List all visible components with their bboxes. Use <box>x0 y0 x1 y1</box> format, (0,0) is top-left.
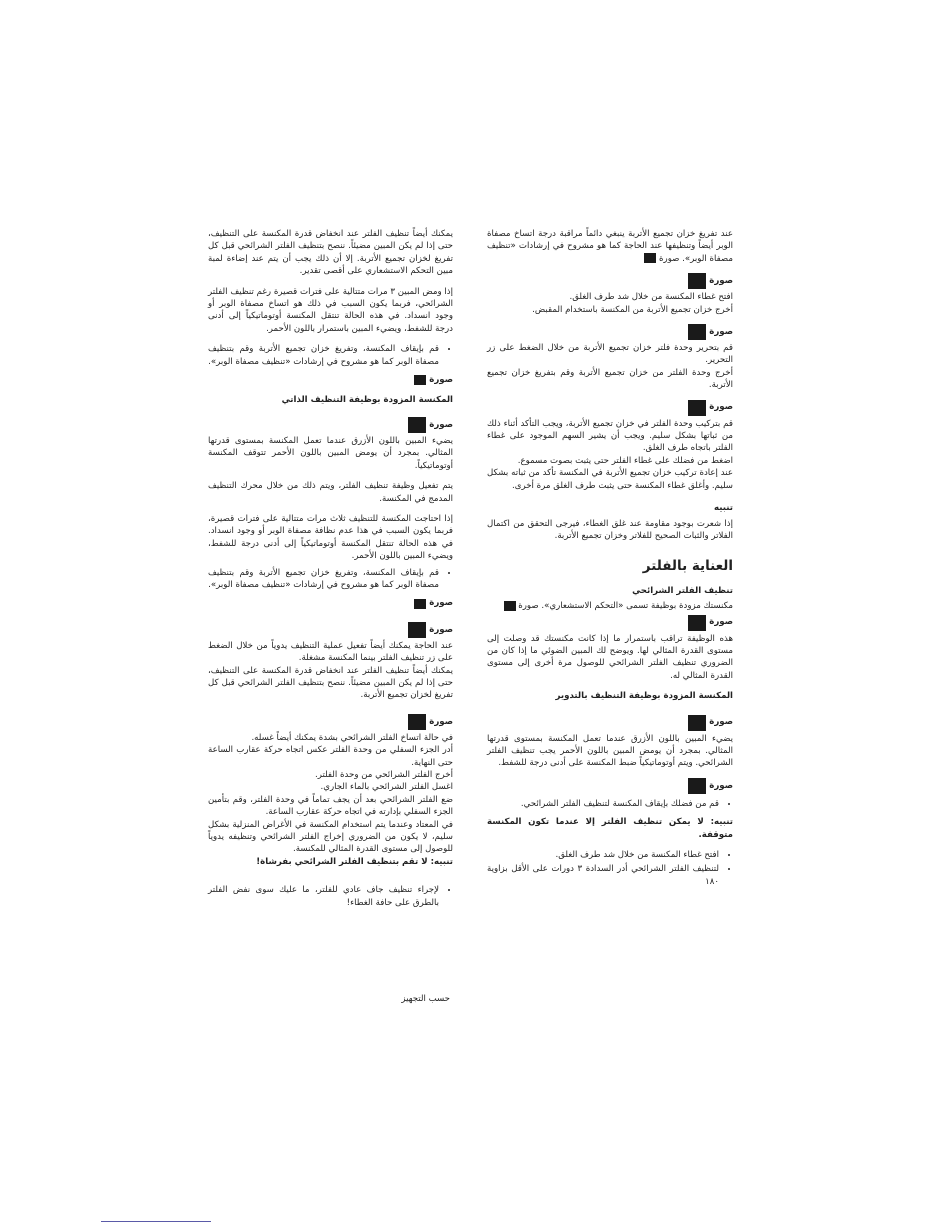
list-item: • قم بإيقاف المكنسة، وتفريغ خزان تجميع الأتربة وقم بتنظيف مصفاة الوبر كما هو مشروح في إرشادات «تنظيف مصفاة الوبر». <box>208 343 439 368</box>
list-item: • افتح غطاء المكنسة من خلال شد طرف الغلق. <box>487 849 719 861</box>
step-line: افتح غطاء المكنسة من خلال شد طرف الغلق. <box>569 292 733 303</box>
figure-number-box <box>408 622 426 638</box>
sub2-paragraph: يضيء المبين باللون الأزرق عندما تعمل المكنسة بمستوى قدرتها المثالي. بمجرد أن يومض المبين باللون الأحمر يجب تنظيف الفلتر الشرائحي. ويتم أوتوماتيكياً ضبط المكنسة على أدنى درجة للشفط. <box>487 733 733 769</box>
section-heading: العناية بالفلتر <box>642 558 733 575</box>
step-line: اغسل الفلتر الشرائحي بالماء الجاري. <box>320 782 453 793</box>
figure-number-box <box>408 714 426 730</box>
step-line: قم بتركيب وحدة الفلتر في خزان تجميع الأتربة، ويجب التأكد أثناء ذلك من ثباتها بشكل سليم. ويجب أن يشير السهم الموجود على غطاء الفلتر باتجاه طرف الغلق. <box>487 418 733 454</box>
subheading: المكنسة المزودة بوظيفة التنظيف الذاتي <box>281 395 453 406</box>
bullet-list <box>208 884 453 909</box>
bold-note: تنبيه: لا يمكن تنظيف الفلتر إلا عندما تكون المكنسة متوقفة. <box>487 817 733 840</box>
step-line: ضع الفلتر الشرائحي بعد أن يجف تماماً في وحدة الفلتر، وقم بتأمين الجزء السفلي بإدارته في اتجاه حركة عقارب الساعة. <box>208 794 453 818</box>
paragraph: يضيء المبين باللون الأزرق عندما تعمل المكنسة بمستوى قدرتها المثالي. بمجرد أن يومض المبين باللون الأحمر تتوقف المكنسة أوتوماتيكياً. <box>208 435 453 471</box>
paragraph: إذا احتاجت المكنسة للتنظيف ثلاث مرات متتالية على فترات قصيرة، فربما يكون السبب في هذا عدم نظافة مصفاة الوبر أو وجود انسداد. في هذه الحالة تنتقل المكنسة أوتوماتيكياً إلى أدنى درجة للشفط، ويضيء المبين باللون الأحمر. <box>208 513 453 562</box>
paragraph: إذا ومض المبين ٣ مرات متتالية على فترات قصيرة رغم تنظيف الفلتر الشرائحي، فربما يكون السبب في ذلك هو اتساخ مصفاة الوبر أو وجود انسداد. في هذه الحالة تنتقل المكنسة أوتوماتيكياً إلى أدنى درجة للشفط، ويضيء المبين باستمرار باللون الأحمر. <box>208 286 454 334</box>
figure-number-box <box>688 273 706 289</box>
footer-note: حسب التجهيز <box>401 994 450 1004</box>
step-line: عند إعادة تركيب خزان تجميع الأتربة في المكنسة تأكد من ثباته بشكل سليم. وأغلق غطاء المكنسة حتى يثبت طرف الغلق مرة أخرى. <box>487 468 733 491</box>
figure-number-box <box>414 599 426 609</box>
step-line: في حالة اتساخ الفلتر الشرائحي بشدة يمكنك أيضاً غسله. <box>251 732 453 743</box>
subheading: المكنسة المزودة بوظيفة التنظيف بالتدوير <box>555 691 733 702</box>
paragraph: يمكنك أيضاً تنظيف الفلتر عند انخفاض قدرة المكنسة على التنظيف، حتى إذا لم يكن المبين مضيئاً. ننصح بتنظيف الفلتر الشرائحي قبل كل تفريغ لخزان تجميع الأتربة. إلا أن ذلك يجب أن يتم عند إضاءة لمبة مبين التحكم الاستشعاري على أقصى تقدير. <box>208 229 453 277</box>
bold-note: تنبيه: لا تقم بتنظيف الفلتر الشرائحي بفرشاة! <box>256 856 453 867</box>
paragraph: يتم تفعيل وظيفة تنظيف الفلتر، ويتم ذلك من خلال محرك التنظيف المدمج في المكنسة. <box>208 481 453 504</box>
figure-label: صورة <box>487 615 733 631</box>
figure-number-box <box>688 615 706 631</box>
figure-number-box <box>414 375 426 385</box>
step-line: أدر الجزء السفلي من وحدة الفلتر عكس اتجاه حركة عقارب الساعة حتى النهاية. <box>208 745 453 768</box>
step-line: أخرج الفلتر الشرائحي من وحدة الفلتر. <box>315 770 453 780</box>
bullet-list <box>208 343 453 368</box>
note-title: تنبيه <box>714 503 733 514</box>
intro-paragraph: عند تفريغ خزان تجميع الأتربة ينبغي دائماً مراقبة درجة اتساخ مصفاة الوبر أيضاً وتنظيفها عند الحاجة كما هو مشروح في إرشادات «تنظيف مصفاة الوبر». صورة <box>487 229 733 264</box>
figure-number-box <box>688 778 706 794</box>
list-item: • لتنظيف الفلتر الشرائحي أدر السدادة ٣ دورات على الأقل بزاوية ١٨٠ <box>487 863 719 888</box>
figure-number-box <box>688 715 706 731</box>
step-line: في المعتاد وعندما يتم استخدام المكنسة في الأغراض المنزلية بشكل سليم، لا يكون من الضروري إخراج الفلتر الشرائحي وتنظيفه يدوياً للوصول إلى مستوى القدرة المثالي للمكنسة. <box>208 819 453 855</box>
figure-label: صورة <box>487 778 733 794</box>
figure-number-box <box>688 400 706 416</box>
subheading: تنظيف الفلتر الشرائحي <box>632 585 733 596</box>
step-line: أخرج خزان تجميع الأتربة من المكنسة باستخدام المقبض. <box>532 304 733 315</box>
step-line: أخرج وحدة الفلتر من خزان تجميع الأتربة وقم بتفريغ خزان تجميع الأتربة. <box>487 367 733 391</box>
figure-number-box <box>408 417 426 433</box>
figure-label: صورة <box>208 597 453 609</box>
bullet-list <box>208 567 453 592</box>
list-item: • قم بإيقاف المكنسة، وتفريغ خزان تجميع الأتربة وقم بتنظيف مصفاة الوبر كما هو مشروح في إرشادات «تنظيف مصفاة الوبر». <box>208 567 439 592</box>
sub1-text: مكنستك مزودة بوظيفة تسمى «التحكم الاستشعاري». صورة <box>487 600 733 612</box>
sub1-paragraph: هذه الوظيفة تراقب باستمرار ما إذا كانت مكنستك قد وصلت إلى مستوى القدرة المثالي لها. ويوضح لك المبين الضوئي ما إذا كان من الضروري تنظيف الفلتر الشرائحي للوصول مرة أخرى إلى مستوى القدرة المثالي له. <box>487 633 733 681</box>
figure-label: صورة <box>487 715 733 731</box>
figure-ref-marker <box>504 601 516 611</box>
figure-label: صورة <box>487 324 733 340</box>
step-line: قم بتحرير وحدة فلتر خزان تجميع الأتربة من خلال الضغط على زر التحرير. <box>487 343 733 366</box>
left-column <box>208 228 453 915</box>
list-item: • قم من فضلك بإيقاف المكنسة لتنظيف الفلتر الشرائحي. <box>487 798 719 810</box>
paragraph: يمكنك أيضاً تنظيف الفلتر عند انخفاض قدرة المكنسة على التنظيف، حتى إذا لم يكن المبين مضيئاً. ننصح بتنظيف الفلتر الشرائحي قبل كل تفريغ لخزان تجميع الأتربة. <box>208 665 453 701</box>
figure-label: صورة <box>208 622 453 638</box>
figure-number-box <box>688 324 706 340</box>
bullet-list <box>487 849 733 888</box>
paragraph: عند الحاجة يمكنك أيضاً تفعيل عملية التنظيف يدوياً من خلال الضغط على زر تنظيف الفلتر بينما المكنسة مشغلة. <box>208 640 453 664</box>
bullet-list <box>487 798 733 810</box>
figure-label: صورة <box>208 374 453 386</box>
step-line: اضغط من فضلك على غطاء الفلتر حتى يثبت بصوت مسموع. <box>517 455 733 466</box>
right-column <box>487 228 733 894</box>
figure-label: صورة <box>487 400 733 416</box>
figure-label: صورة <box>208 714 453 730</box>
footer-divider <box>101 1221 211 1222</box>
figure-label: صورة <box>487 273 733 289</box>
figure-ref-marker <box>644 253 656 263</box>
list-item: • لإجراء تنظيف جاف عادي للفلتر، ما عليك سوى نفض الفلتر بالطرق على حافة الغطاء! <box>208 884 439 909</box>
figure-label: صورة <box>208 417 453 433</box>
note-text: إذا شعرت بوجود مقاومة عند غلق الغطاء، فيرجى التحقق من اكتمال الفلاتر والثبات الصحيح للفلاتر وخزان تجميع الأتربة. <box>487 518 733 541</box>
